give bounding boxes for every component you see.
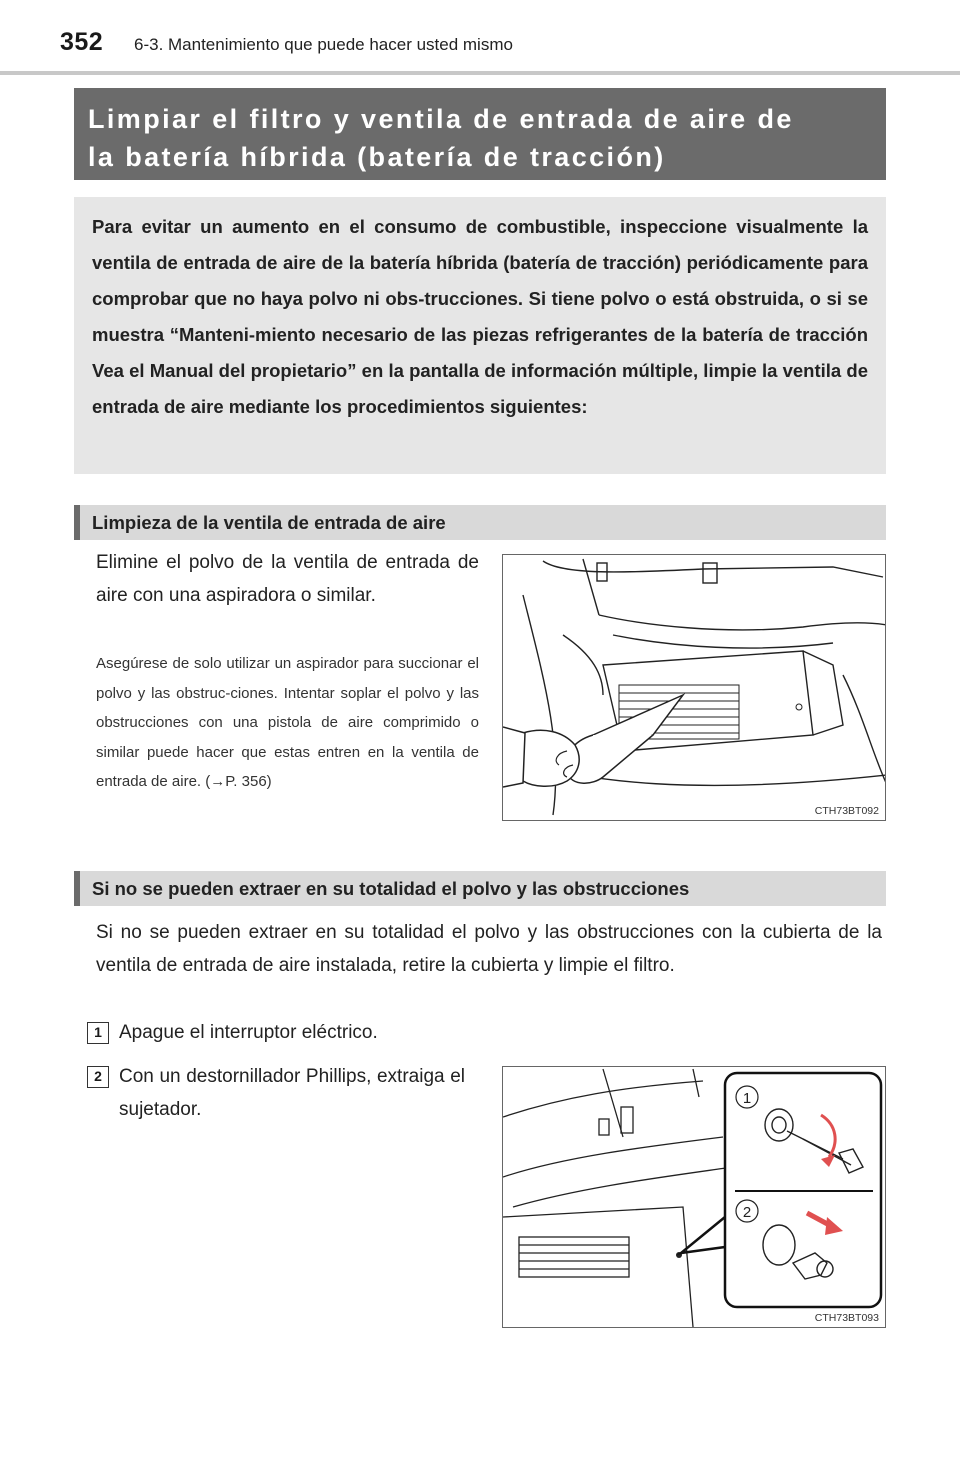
page-title-line-2: la batería híbrida (batería de tracción) bbox=[88, 142, 666, 172]
step-number-1: 1 bbox=[87, 1022, 109, 1044]
section1-body: Elimine el polvo de la ventila de entrada de aire con una aspiradora o similar. bbox=[96, 552, 479, 606]
page-title-line-1: Limpiar el filtro y ventila de entrada de aire de bbox=[88, 104, 794, 134]
section-path: 6-3. Mantenimiento que puede hacer usted mismo bbox=[134, 35, 513, 54]
section1-note: Asegúrese de solo utilizar un aspirador para succionar el polvo y las obstruc-ciones. Intentar soplar el polvo y las obstrucciones con una pistola de aire comprimido o similar puede hacer que estas entren en la ventila de entrada de aire. (→P. 356) bbox=[96, 655, 479, 790]
page-number: 352 bbox=[60, 28, 104, 56]
figure-vacuum-vent bbox=[502, 554, 886, 821]
header-rule bbox=[0, 71, 960, 75]
section2-body: Si no se pueden extraer en su totalidad el polvo y las obstrucciones con la cubierta de la ventila de entrada de aire instalada, retire la cubierta y limpie el filtro. bbox=[96, 922, 882, 976]
page-title bbox=[74, 88, 886, 180]
section-heading-cleaning-vent: Limpieza de la ventila de entrada de aire bbox=[74, 505, 886, 540]
illustration-vacuum-vent bbox=[503, 555, 886, 821]
section-heading-remove-cover: Si no se pueden extraer en su totalidad el polvo y las obstrucciones bbox=[74, 871, 886, 906]
figure-code: CTH73BT093 bbox=[814, 1312, 879, 1324]
illustration-remove-clip bbox=[503, 1067, 886, 1328]
step-text-2: Con un destornillador Phillips, extraiga el sujetador. bbox=[119, 1066, 465, 1120]
figure-remove-clip bbox=[502, 1066, 886, 1328]
intro-box: Para evitar un aumento en el consumo de combustible, inspeccione visualmente la ventila de entrada de aire de la batería híbrida (batería de tracción) periódicamente para comprobar que no haya polvo ni obs-trucciones. Si tiene polvo o está obstruida, o si se muestra “Manteni-miento necesario de las piezas refrigerantes de la batería de tracción Vea el Manual del propietario” en la pantalla de información múltiple, limpie la ventila de entrada de aire mediante los procedimientos siguientes: bbox=[74, 197, 886, 474]
figure-code: CTH73BT092 bbox=[814, 805, 879, 817]
callout-2: 2 bbox=[742, 1204, 752, 1221]
step-number-2: 2 bbox=[87, 1066, 109, 1088]
callout-1: 1 bbox=[742, 1090, 752, 1107]
page-header bbox=[0, 0, 960, 80]
step-text-1: Apague el interruptor eléctrico. bbox=[119, 1022, 378, 1043]
